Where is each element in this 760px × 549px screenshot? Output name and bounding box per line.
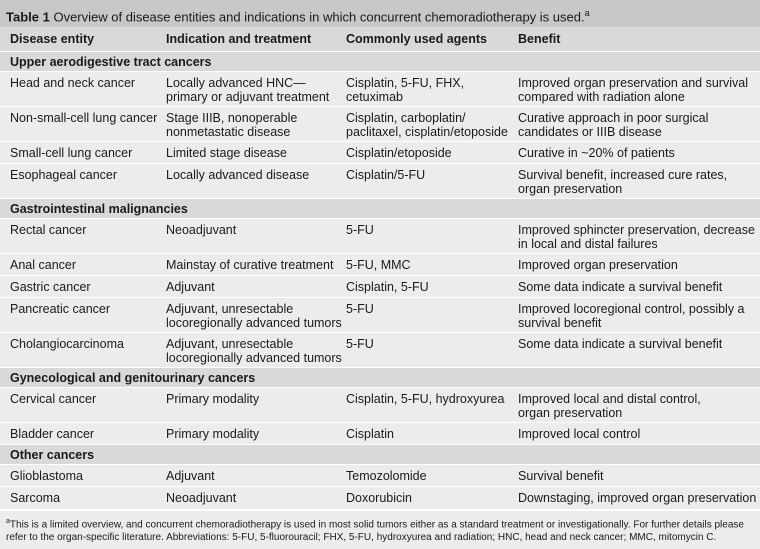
cell-agents: 5-FU — [346, 337, 374, 351]
cell-entity: Head and neck cancer — [10, 76, 136, 90]
table-row — [0, 486, 760, 509]
cell-benefit: Improved local control — [518, 427, 641, 441]
footnote-line-1: This is a limited overview, and concurrent chemoradiotherapy is used in most solid tumors either as a standard treatment or investigationally. For further details please — [9, 519, 744, 531]
cell-indication: Locally advanced disease — [166, 168, 310, 182]
table-row — [0, 297, 760, 333]
section-label: Gynecological and genitourinary cancers — [10, 371, 256, 385]
footnote-marker: a — [6, 518, 10, 525]
cell-benefit-line-2: organ preservation — [518, 406, 623, 420]
cell-benefit-line-1: Curative approach in poor surgical — [518, 111, 709, 125]
cell-indication-line-2: locoregionally advanced tumors — [166, 351, 342, 365]
cell-benefit-line-1: Improved local and distal control, — [518, 392, 701, 406]
section-header-row — [0, 367, 760, 388]
cell-agents-line-2: paclitaxel, cisplatin/etoposide — [346, 125, 508, 139]
section-label: Upper aerodigestive tract cancers — [10, 55, 212, 69]
cell-agents: Cisplatin/etoposide — [346, 146, 452, 160]
cell-agents: 5-FU — [346, 223, 374, 237]
cell-agents: 5-FU — [346, 302, 374, 316]
footnote-line-2: refer to the organ-specific literature. Abbreviations: 5-FU, 5-fluorouracil; FHX, 5-FU, hydroxyurea and radiation; HNC, head and neck cancer; MMC, mitomycin C. — [6, 532, 717, 544]
cell-benefit-line-1: Improved locoregional control, possibly a — [518, 302, 745, 316]
column-header-row — [0, 27, 760, 51]
cell-agents: 5-FU, MMC — [346, 258, 411, 272]
cell-entity: Bladder cancer — [10, 427, 95, 441]
cell-entity: Gastric cancer — [10, 280, 91, 294]
cell-entity: Anal cancer — [10, 258, 77, 272]
cell-indication: Adjuvant — [166, 469, 215, 483]
cell-benefit-line-1: Survival benefit, increased cure rates, — [518, 168, 728, 182]
section-header-row — [0, 444, 760, 465]
cell-indication: Limited stage disease — [166, 146, 287, 160]
section-header-row — [0, 198, 760, 219]
cell-entity: Esophageal cancer — [10, 168, 118, 182]
column-header-disease-entity: Disease entity — [10, 32, 95, 46]
table-row — [0, 163, 760, 199]
cell-entity: Cervical cancer — [10, 392, 97, 406]
cell-indication: Primary modality — [166, 392, 260, 406]
table-row — [0, 253, 760, 276]
cell-entity: Cholangiocarcinoma — [10, 337, 124, 351]
cell-indication-line-1: Adjuvant, unresectable — [166, 302, 294, 316]
section-header-row — [0, 51, 760, 72]
cell-agents: Cisplatin — [346, 427, 394, 441]
cell-indication-line-2: nonmetastatic disease — [166, 125, 291, 139]
cell-benefit-line-1: Improved sphincter preservation, decrease — [518, 223, 755, 237]
cell-indication-line-2: locoregionally advanced tumors — [166, 316, 342, 330]
cell-indication-line-1: Stage IIIB, nonoperable — [166, 111, 298, 125]
cell-benefit: Improved organ preservation — [518, 258, 678, 272]
cell-indication: Mainstay of curative treatment — [166, 258, 334, 272]
cell-entity: Sarcoma — [10, 491, 61, 505]
cell-agents: Cisplatin/5-FU — [346, 168, 426, 182]
cell-benefit-line-2: organ preservation — [518, 182, 623, 196]
cell-agents-line-2: cetuximab — [346, 90, 403, 104]
cell-indication: Neoadjuvant — [166, 223, 237, 237]
table-row — [0, 71, 760, 107]
section-label: Other cancers — [10, 448, 95, 462]
cell-benefit: Downstaging, improved organ preservation — [518, 491, 757, 505]
cell-indication: Adjuvant — [166, 280, 215, 294]
table-row — [0, 332, 760, 368]
cell-entity: Small-cell lung cancer — [10, 146, 133, 160]
column-header-agents: Commonly used agents — [346, 32, 487, 46]
cell-entity: Pancreatic cancer — [10, 302, 111, 316]
table-row — [0, 106, 760, 142]
cell-benefit-line-2: in local and distal failures — [518, 237, 658, 251]
cell-indication-line-2: primary or adjuvant treatment — [166, 90, 330, 104]
cell-benefit-line-2: survival benefit — [518, 316, 602, 330]
table-row — [0, 218, 760, 254]
cell-indication-line-1: Adjuvant, unresectable — [166, 337, 294, 351]
cell-agents: Doxorubicin — [346, 491, 413, 505]
cell-benefit-line-2: compared with radiation alone — [518, 90, 685, 104]
cell-agents: Cisplatin, 5-FU — [346, 280, 429, 294]
table-caption: Overview of disease entities and indications in which concurrent chemoradiotherapy is used. — [53, 9, 585, 25]
cell-benefit: Curative in ~20% of patients — [518, 146, 675, 160]
section-label: Gastrointestinal malignancies — [10, 202, 188, 216]
table-row — [0, 422, 760, 445]
cell-indication: Neoadjuvant — [166, 491, 237, 505]
cell-agents-line-1: Cisplatin, carboplatin/ — [346, 111, 466, 125]
table-row — [0, 275, 760, 298]
cell-entity: Non-small-cell lung cancer — [10, 111, 158, 125]
cell-agents: Cisplatin, 5-FU, hydroxyurea — [346, 392, 505, 406]
cell-agents: Temozolomide — [346, 469, 427, 483]
column-header-benefit: Benefit — [518, 32, 561, 46]
column-header-indication: Indication and treatment — [166, 32, 312, 46]
cell-indication-line-1: Locally advanced HNC— — [166, 76, 306, 90]
caption-footnote-marker: a — [584, 8, 590, 18]
table-row — [0, 141, 760, 164]
table-footnote — [0, 510, 760, 549]
table-row — [0, 464, 760, 487]
cell-benefit-line-1: Improved organ preservation and survival — [518, 76, 748, 90]
cell-benefit: Some data indicate a survival benefit — [518, 337, 723, 351]
cell-agents-line-1: Cisplatin, 5-FU, FHX, — [346, 76, 465, 90]
cell-benefit: Survival benefit — [518, 469, 604, 483]
cell-benefit: Some data indicate a survival benefit — [518, 280, 723, 294]
cell-entity: Rectal cancer — [10, 223, 87, 237]
cell-benefit-line-2: candidates or IIIB disease — [518, 125, 662, 139]
table-label: Table 1 — [6, 9, 50, 25]
cell-indication: Primary modality — [166, 427, 260, 441]
cell-entity: Glioblastoma — [10, 469, 83, 483]
table-row — [0, 387, 760, 423]
table-title — [0, 0, 760, 27]
